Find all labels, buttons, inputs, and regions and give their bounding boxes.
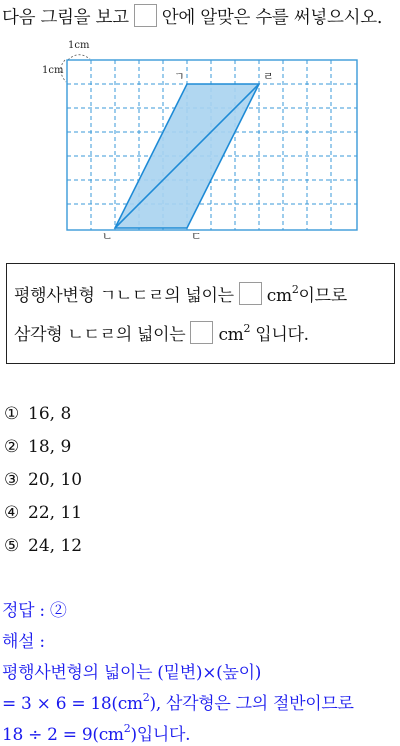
explanation-line-2 xyxy=(2,689,354,714)
answer-label: 정답 : ② xyxy=(2,601,67,621)
explanation-line2-text: = 3 × 6 = 18(cm xyxy=(2,694,143,714)
option-3[interactable] xyxy=(4,470,82,490)
explanation-label: 해설 : xyxy=(2,632,45,652)
explanation-line-3 xyxy=(2,720,190,745)
blank-triangle-area[interactable] xyxy=(190,321,213,344)
explanation-line2-end: ), 삼각형은 그의 절반이므로 xyxy=(149,694,354,714)
unit-label-left: 1cm xyxy=(42,65,64,76)
box-line1-text: 평행사변형 ㄱㄴㄷㄹ의 넓이는 xyxy=(14,286,234,306)
answer-blank[interactable] xyxy=(134,4,157,27)
option-text: 18, 9 xyxy=(28,437,72,457)
unit-label-top: 1cm xyxy=(68,40,90,51)
option-number: ⑤ xyxy=(4,536,20,556)
explanation-line2-exp: 2 xyxy=(142,691,150,704)
option-number: ④ xyxy=(4,503,20,523)
vertex-label-r: ㄹ xyxy=(263,70,274,83)
option-text: 20, 10 xyxy=(28,470,83,490)
box-line2-unit: cm xyxy=(218,325,244,345)
option-text: 24, 12 xyxy=(28,536,83,556)
option-number: ① xyxy=(4,404,20,424)
option-text: 16, 8 xyxy=(28,404,72,424)
explanation-line-1: 평행사변형의 넓이는 (밑변)×(높이) xyxy=(2,663,262,683)
option-number: ③ xyxy=(4,470,20,490)
vertex-label-g: ㄱ xyxy=(174,70,185,83)
option-1[interactable] xyxy=(4,404,71,424)
parallelogram-figure xyxy=(38,36,370,242)
question-after: 안에 알맞은 수를 써넣으시오. xyxy=(161,8,383,28)
box-line1-unit: cm xyxy=(266,286,292,306)
vertex-label-n: ㄴ xyxy=(102,230,113,242)
option-5[interactable] xyxy=(4,536,82,556)
vertex-label-d: ㄷ xyxy=(191,230,202,242)
box-line-2 xyxy=(14,320,309,345)
blank-parallelogram-area[interactable] xyxy=(239,282,262,305)
question-text xyxy=(2,4,382,29)
explanation-line3-text: 18 ÷ 2 = 9(cm xyxy=(2,725,124,745)
box-line2-end: 입니다. xyxy=(255,325,309,345)
box-line1-exp: 2 xyxy=(291,283,299,296)
box-line2-text: 삼각형 ㄴㄷㄹ의 넓이는 xyxy=(14,325,186,345)
question-before: 다음 그림을 보고 xyxy=(2,8,129,28)
box-line-1 xyxy=(14,281,347,306)
option-4[interactable] xyxy=(4,503,82,523)
option-text: 22, 11 xyxy=(28,503,83,523)
option-2[interactable] xyxy=(4,437,71,457)
box-line1-end: 이므로 xyxy=(298,286,347,306)
explanation-line3-end: )입니다. xyxy=(130,725,191,745)
option-number: ② xyxy=(4,437,20,457)
box-line2-exp: 2 xyxy=(243,322,251,335)
explanation-line3-exp: 2 xyxy=(123,722,131,735)
fill-in-box xyxy=(6,263,395,364)
